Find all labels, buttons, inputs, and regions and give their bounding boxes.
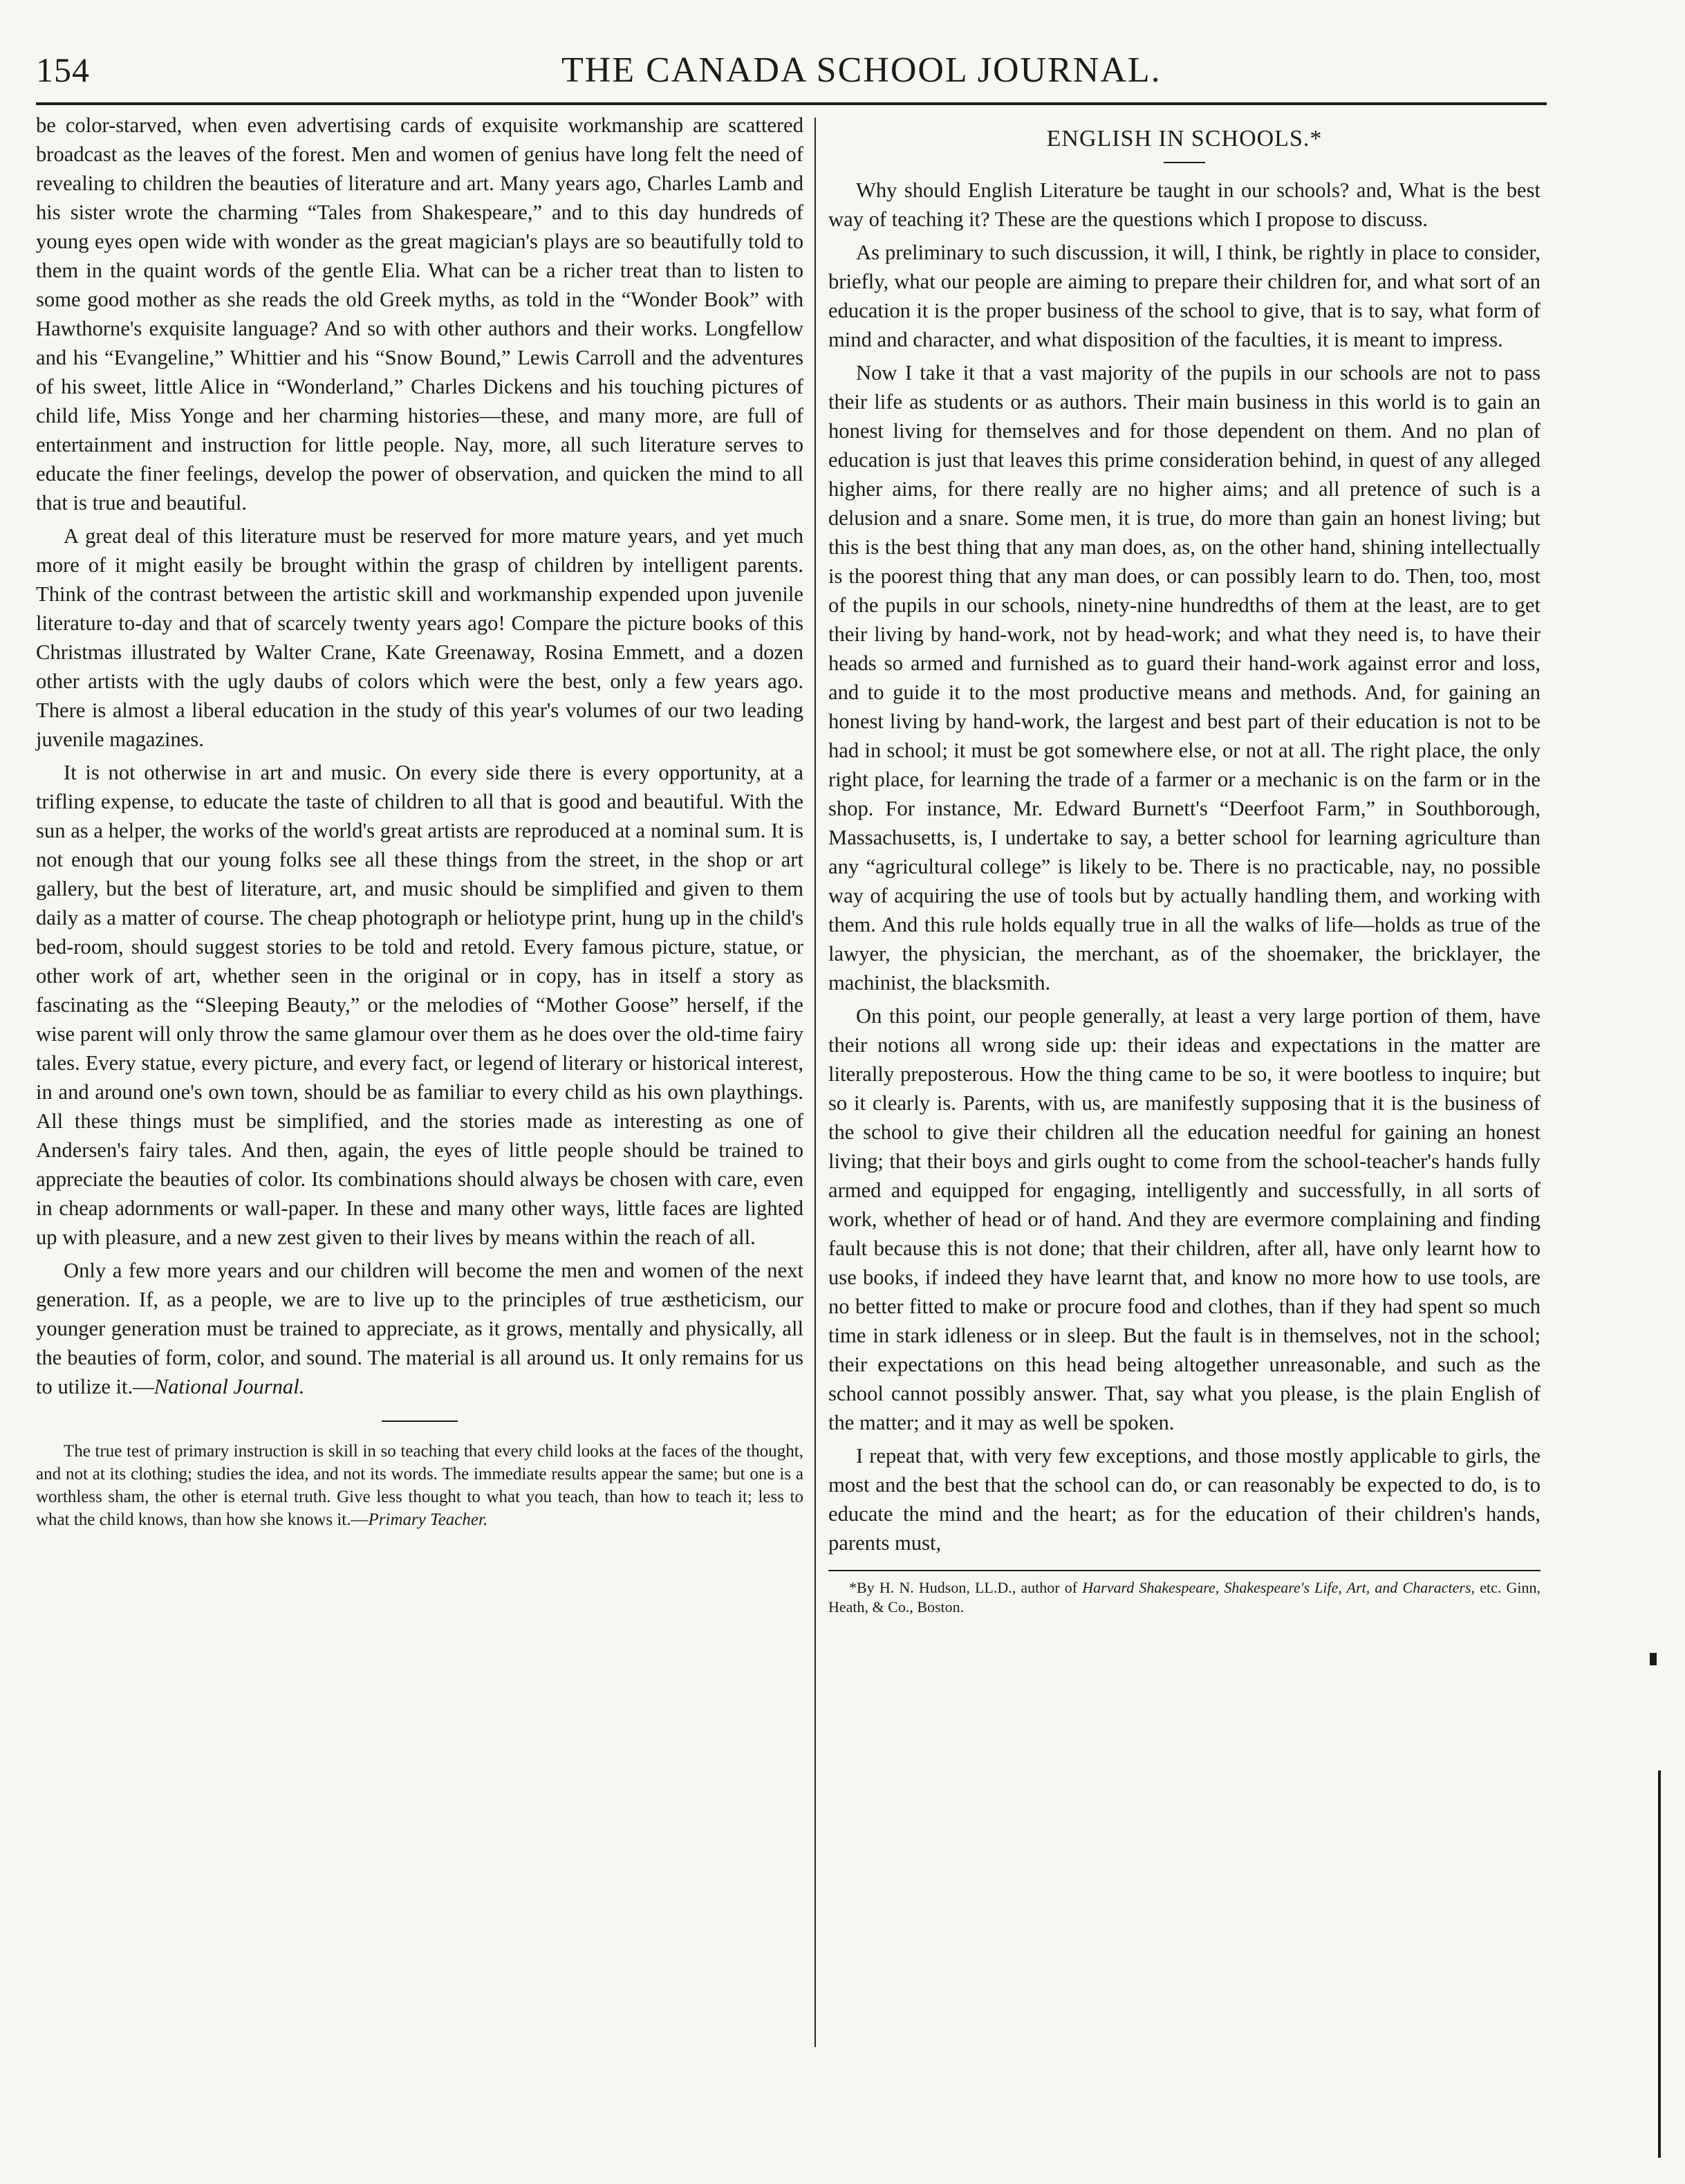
primary-teacher-quote [36,1440,803,1531]
right-paragraph-1: Why should English Literature be taught in our schools? and, What is the best way of teaching it? These are the questions which I propose to discuss. [828,178,1540,231]
title-rule [1164,162,1205,163]
source-national-journal: National Journal. [153,1375,305,1398]
column-divider [814,118,816,2047]
right-paragraph-5: I repeat that, with very few exceptions, and those mostly applicable to girls, the most and the best that the school can do, or can reasonably be expected to do, is to educate the mind and the heart; as for the education of their children's hands, parents must, [828,1444,1540,1555]
right-paragraph-2: As preliminary to such discussion, it will, I think, be rightly in place to consider, briefly, what our people are aiming to prepare their children for, and what sort of an education it is the proper business of the school to give, that is to say, what form of mind and character, and what disposition of the faculties, it is meant to impress. [828,241,1540,351]
journal-title: THE CANADA SCHOOL JOURNAL. [561,50,1162,90]
left-paragraph-4-text: Only a few more years and our children will become the men and women of the next generation. If, as a people, we are to live up to the principles of true æstheticism, our younger generation must be trained to appreciate, as it grows, mentally and physically, all the beauties of form, color, and sound. The material is all around us. It only remains for us to utilize it.— [36,1259,803,1398]
footnote-lead: *By H. N. Hudson, LL.D., author of [849,1579,1083,1596]
right-paragraph-3: Now I take it that a vast majority of the pupils in our schools are not to pass their life as students or as authors. Their main business in this world is to gain an honest living for themselves and for those dependent on them. And no plan of education is just that leaves this prime consideration behind, in quest of any alleged higher aims, for there really are no higher aims; and all pretence of such is a delusion and a snare. Some men, it is true, do more than gain an honest living; but this is the best thing that any man does, as, on the other hand, shining intellectually is the poorest thing that any man does, or can possibly learn to do. Then, too, most of the pupils in our schools, ninety-nine hundredths of them at the least, are to get their living by hand-work, not by head-work; and what they need is, to have their heads so armed and furnished as to guard their hand-work against error and loss, and to guide it to the most productive means and methods. And, for gaining an honest living by hand-work, the largest and best part of their education is not to be had in school; it must be got somewhere else, or not at all. The right place, the only right place, for learning the trade of a farmer or a mechanic is on the farm or in the shop. For instance, Mr. Edward Burnett's “Deerfoot Farm,” in Southborough, Massachusetts, is, I undertake to say, a better school for learning agriculture than any “agricultural college” is likely to be. There is no practicable, nay, no possible way of acquiring the use of tools but by actually handling them, and working with them. And this rule holds equally true in all the walks of life—holds as true of the lawyer, the physician, the merchant, as of the shoemaker, the bricklayer, the machinist, the blacksmith. [828,361,1540,994]
left-paragraph-1: be color-starved, when even advertising cards of exquisite workmanship are scattered broadcast as the leaves of the forest. Men and women of genius have long felt the need of revealing to children the beauties of literature and art. Many years ago, Charles Lamb and his sister wrote the charming “Tales from Shakespeare,” and to this day hundreds of young eyes open wide with wonder as the great magician's plays are so beautifully told to them in the quaint words of the gentle Elia. What can be a richer treat than to listen to some good mother as she reads the old Greek myths, as told in the “Wonder Book” with Hawthorne's exquisite language? And so with other authors and their works. Longfellow and his “Evangeline,” Whittier and his “Snow Bound,” Lewis Carroll and the adventures of his sweet, little Alice in “Wonderland,” Charles Dickens and his touching pictures of child life, Miss Yonge and her charming histories—these, and many more, are full of entertainment and instruction for little people. Nay, more, all such literature serves to educate the finer feelings, develop the power of observation, and quicken the mind to all that is true and beautiful. [36,113,803,515]
page-header [36,50,1547,98]
page-number: 154 [36,50,90,89]
scan-edge-line [1658,1770,1661,2158]
left-paragraph-2: A great deal of this literature must be reserved for more mature years, and yet much more of it might easily be brought within the grasp of children by intelligent parents. Think of the contrast between the artistic skill and workmanship expended upon juvenile literature to-day and that of scarcely twenty years ago! Compare the picture books of this Christmas illustrated by Walter Crane, Kate Greenaway, Rosina Emmett, and a dozen other artists with the ugly daubs of colors which were the best, only a few years ago. There is almost a liberal education in the study of this year's volumes of our two leading juvenile magazines. [36,524,803,751]
right-column [828,111,1540,1617]
left-column [36,111,803,1531]
header-rule [36,102,1547,105]
right-paragraph-4: On this point, our people generally, at least a very large portion of them, have their notions all wrong side up: their ideas and expectations in the matter are literally preposterous. How the thing came to be so, it were bootless to inquire; but so it clearly is. Parents, with us, are manifestly supposing that it is the business of the school to give their children all the education needful for gaining an honest living; that their boys and girls ought to come from the school-teacher's hands fully armed and equipped for engaging, intelligently and successfully, in all sorts of work, whether of head or of hand. And they are evermore complaining and finding fault because this is not done; that their children, after all, have only learnt how to use books, if indeed they have learnt that, and know no more how to use tools, are no better fitted to make or procure food and clothes, than if they had spent so much time in stark idleness or in sleep. But the fault is in themselves, not in the school; their expectations on this head being altogether unreasonable, and such as the school cannot possibly answer. That, say what you please, is the plain English of the matter; and it may as well be spoken. [828,1004,1540,1434]
section-divider [382,1420,458,1422]
left-paragraph-4 [36,1256,803,1401]
footnote [828,1578,1540,1617]
footnote-works: Harvard Shakespeare, Shakespeare's Life, Art, and Characters, [1082,1579,1475,1596]
footnote-tail: etc. Ginn, Heath, & Co., Boston. [828,1579,1540,1616]
left-paragraph-3: It is not otherwise in art and music. On every side there is every opportunity, at a trifling expense, to educate the taste of children to all that is good and beautiful. With the sun as a helper, the works of the world's great artists are reproduced at a nominal sum. It is not enough that our young folks see all these things from the street, in the shop or art gallery, but the best of literature, art, and music should be simplified and given to them daily as a matter of course. The cheap photograph or heliotype print, hung up in the child's bed-room, should suggest stories to be told and retold. Every famous picture, statue, or other work of art, whether seen in the original or in copy, has in itself a story as fascinating as the “Sleeping Beauty,” or the melodies of “Mother Goose” herself, if the wise parent will only throw the same glamour over them as he does over the old-time fairy tales. Every statue, every picture, and every fact, or legend of literary or historical interest, in and around one's own town, should be as familiar to every child as his own playthings. All these things must be simplified, and the stories made as interesting as one of Andersen's fairy tales. And then, again, the eyes of little people should be trained to appreciate the beauties of color. Its combinations should always be chosen with care, even in cheap adornments or wall-paper. In these and many other ways, little faces are lighted up with pleasure, and a new zest given to their lives by means within the reach of all. [36,761,803,1249]
article-title: ENGLISH IN SCHOOLS.* [1046,126,1323,151]
quote-text: The true test of primary instruction is skill in so teaching that every child looks at the faces of the thought, and not at its clothing; studies the idea, and not its words. The immediate results appear the same; but one is a worthless sham, the other is eternal truth. Give less thought to what you teach, than how to teach it; less to what the child knows, than how she knows it.— [36,1442,803,1529]
scan-edge-mark [1650,1653,1657,1665]
footnote-rule [828,1570,1540,1571]
source-primary-teacher: Primary Teacher. [368,1510,488,1529]
